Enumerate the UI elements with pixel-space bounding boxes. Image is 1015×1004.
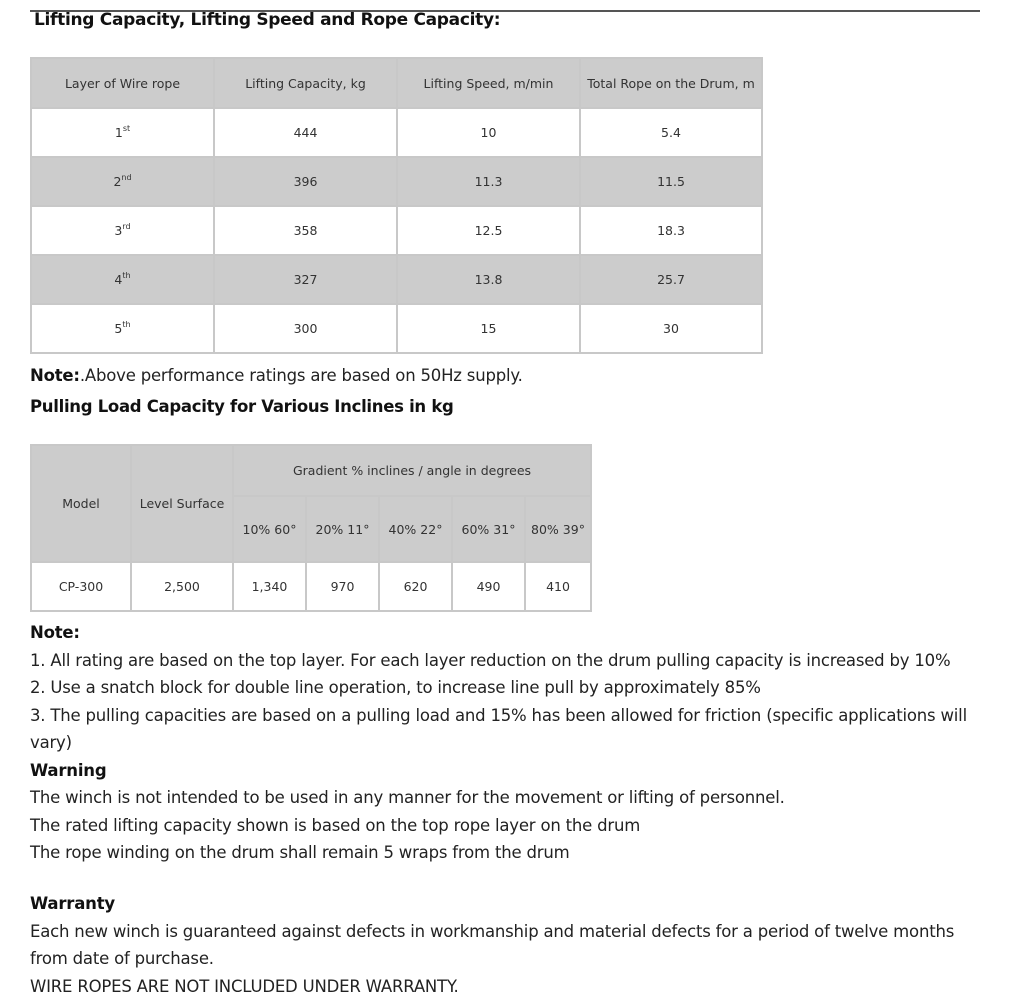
level-cell: 2,500 (131, 562, 233, 611)
speed-cell: 13.8 (397, 255, 580, 304)
layer-cell: 2nd (31, 157, 214, 206)
warranty-text: Each new winch is guaranteed against defects in workmanship and material defects for a period of twelve months from date of purchase. (30, 921, 955, 968)
rope-cell: 25.7 (580, 255, 762, 304)
supply-note: Note:.Above performance ratings are based on 50Hz supply. (30, 366, 523, 385)
pulling-load-title: Pulling Load Capacity for Various Inclines in kg (30, 397, 454, 416)
lifting-capacity-title: Lifting Capacity, Lifting Speed and Rope Capacity: (34, 10, 501, 30)
warning-item: The winch is not intended to be used in any manner for the movement or lifting of personnel. (30, 788, 785, 807)
layer-cell: 5th (31, 304, 214, 353)
note-item: 3. The pulling capacities are based on a pulling load and 15% has been allowed for friction (specific applications will vary) (30, 705, 967, 752)
notes-section (30, 619, 980, 867)
lifting-capacity-table (30, 57, 763, 354)
rope-cell: 11.5 (580, 157, 762, 206)
note-item: 1. All rating are based on the top layer. For each layer reduction on the drum pulling capacity is increased by 10% (30, 650, 951, 670)
note-item: 2. Use a snatch block for double line operation, to increase line pull by approximately 85% (30, 678, 761, 697)
table-header-row (31, 445, 591, 496)
speed-cell: 10 (397, 108, 580, 157)
notes-title: Note: (30, 623, 80, 642)
warranty-caps: WIRE ROPES ARE NOT INCLUDED UNDER WARRANTY. (30, 976, 459, 996)
header-gradient: Gradient % inclines / angle in degrees (233, 445, 591, 496)
warranty-title: Warranty (30, 894, 115, 913)
capacity-cell: 444 (214, 108, 397, 157)
layer-cell: 1st (31, 108, 214, 157)
header-gradient-40: 40% 22° (379, 496, 452, 562)
capacity-cell: 327 (214, 255, 397, 304)
header-rope: Total Rope on the Drum, m (580, 58, 762, 108)
header-gradient-60: 60% 31° (452, 496, 525, 562)
header-model: Model (31, 445, 131, 562)
value-cell: 1,340 (233, 562, 306, 611)
header-gradient-80: 80% 39° (525, 496, 591, 562)
header-speed: Lifting Speed, m/min (397, 58, 580, 108)
value-cell: 410 (525, 562, 591, 611)
value-cell: 490 (452, 562, 525, 611)
pulling-load-table (30, 444, 592, 612)
warning-item: The rope winding on the drum shall remain 5 wraps from the drum (30, 843, 570, 862)
table-row (31, 304, 762, 353)
rope-cell: 18.3 (580, 206, 762, 255)
header-level-surface: Level Surface (131, 445, 233, 562)
value-cell: 620 (379, 562, 452, 611)
capacity-cell: 396 (214, 157, 397, 206)
value-cell: 970 (306, 562, 379, 611)
warning-title: Warning (30, 760, 107, 780)
capacity-cell: 358 (214, 206, 397, 255)
header-gradient-10: 10% 60° (233, 496, 306, 562)
model-cell: CP-300 (31, 562, 131, 611)
capacity-cell: 300 (214, 304, 397, 353)
layer-cell: 3rd (31, 206, 214, 255)
table-header-row (31, 58, 762, 108)
header-capacity: Lifting Capacity, kg (214, 58, 397, 108)
warning-item: The rated lifting capacity shown is based on the top rope layer on the drum (30, 815, 641, 835)
rope-cell: 30 (580, 304, 762, 353)
table-row (31, 562, 591, 611)
table-row (31, 108, 762, 157)
layer-cell: 4th (31, 255, 214, 304)
speed-cell: 15 (397, 304, 580, 353)
table-row (31, 255, 762, 304)
header-layer: Layer of Wire rope (31, 58, 214, 108)
rope-cell: 5.4 (580, 108, 762, 157)
header-gradient-20: 20% 11° (306, 496, 379, 562)
speed-cell: 12.5 (397, 206, 580, 255)
table-row (31, 157, 762, 206)
warranty-section (30, 890, 970, 1000)
speed-cell: 11.3 (397, 157, 580, 206)
table-row (31, 206, 762, 255)
